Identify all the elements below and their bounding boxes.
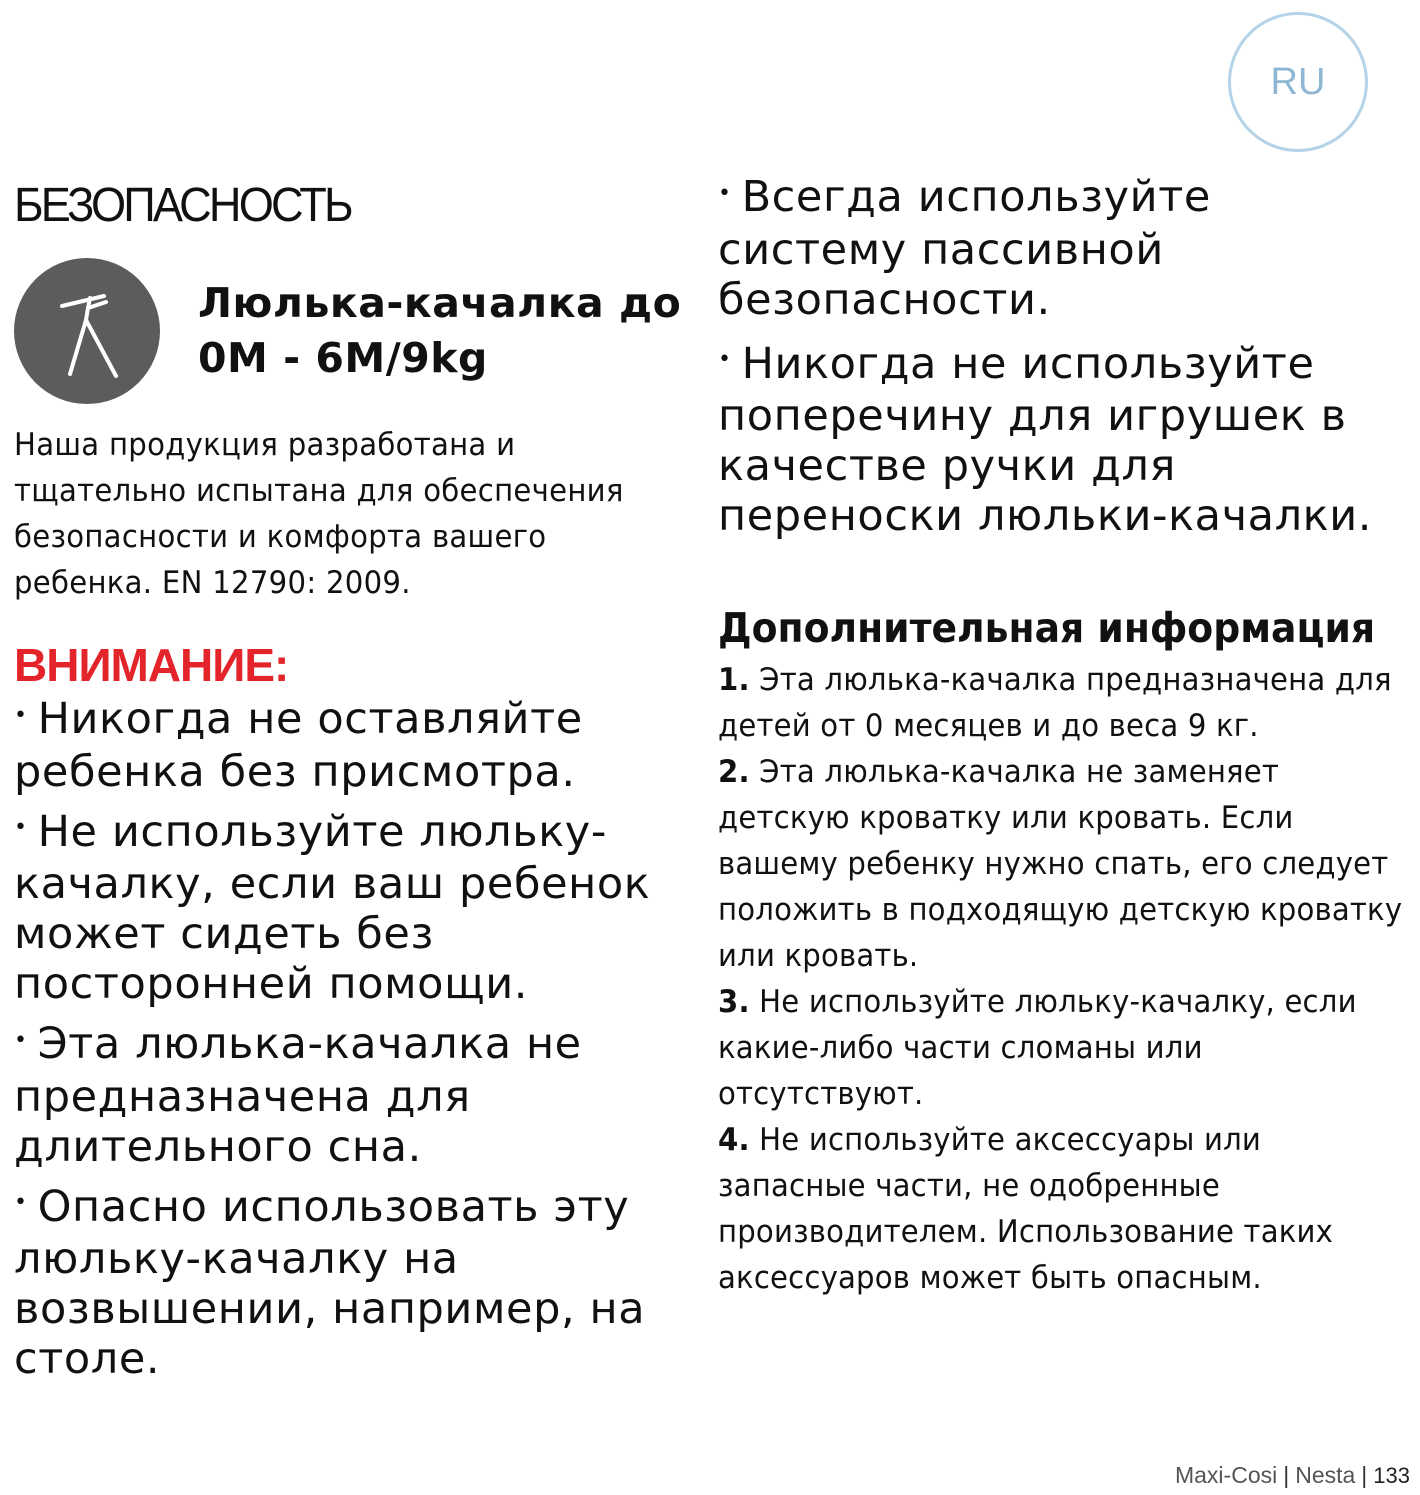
warning-list-left: [14, 694, 684, 1384]
info-item-number: 4.: [718, 1122, 750, 1158]
right-column: [718, 172, 1408, 1301]
bullet-icon: •: [14, 702, 28, 728]
bullet-icon: •: [14, 1190, 28, 1215]
info-item-text: Не используйте аксессуары или запасные части, не одобренные производителем. Использование таких аксессуаров может быть опасным.: [718, 1122, 1334, 1296]
info-item-number: 2.: [718, 754, 750, 790]
warning-item: • Не используйте люльку-качалку, если ваш ребенок может сидеть без посторонней помощи.: [14, 806, 651, 1009]
product-header: [14, 256, 684, 406]
footer-product: Nesta: [1295, 1462, 1356, 1488]
info-item-number: 3.: [718, 984, 750, 1020]
additional-info-list: [718, 657, 1409, 1301]
info-item-text: Эта люлька-качалка предназначена для детей от 0 месяцев и до веса 9 кг.: [718, 662, 1392, 744]
product-name-line2: 0M - 6M/9kg: [198, 334, 488, 382]
page-number: 133: [1373, 1463, 1410, 1488]
footer-divider: |: [1361, 1462, 1368, 1488]
warning-title: ВНИМАНИЕ:: [14, 639, 289, 691]
bullet-icon: •: [14, 1027, 28, 1053]
warning-item: • Всегда используйте систему пассивной безопасности.: [718, 172, 1211, 325]
footer-brand: Maxi-Cosi: [1174, 1462, 1278, 1488]
warning-item: • Никогда не используйте поперечину для игрушек в качестве ручки для переноски люльки-качалки.: [718, 338, 1373, 541]
bullet-icon: •: [14, 815, 28, 840]
intro-text: Наша продукция разработана и тщательно испытана для обеспечения безопасности и комфорта вашего ребенка. EN 12790: 2009.: [14, 427, 624, 601]
bouncer-icon: [14, 258, 160, 404]
info-item-text: Не используйте люльку-качалку, если какие-либо части сломаны или отсутствуют.: [718, 984, 1357, 1112]
product-name-line1: Люлька-качалка до: [198, 279, 682, 327]
footer-divider: |: [1283, 1462, 1290, 1488]
section-title: БЕЗОПАСНОСТЬ: [14, 179, 351, 232]
info-item-number: 1.: [718, 662, 750, 698]
bullet-icon: •: [718, 347, 732, 372]
info-item-text: Эта люлька-качалка не заменяет детскую кроватку или кровать. Если вашему ребенку нужно спать, его следует положить в подходящую детскую кроватку или кровать.: [718, 754, 1403, 974]
left-column: [14, 178, 684, 1394]
bullet-icon: •: [718, 180, 732, 206]
product-name: [198, 276, 681, 386]
warning-item: • Никогда не оставляйте ребенка без присмотра.: [14, 694, 583, 797]
warning-list-right: [718, 172, 1408, 541]
page-footer: [1175, 1462, 1410, 1489]
warning-item: • Опасно использовать эту люльку-качалку на возвышении, например, на столе.: [14, 1181, 646, 1384]
additional-info-title: Дополнительная информация: [718, 604, 1376, 652]
language-badge: RU: [1228, 12, 1368, 152]
warning-item: • Эта люлька-качалка не предназначена для длительного сна.: [14, 1019, 582, 1172]
